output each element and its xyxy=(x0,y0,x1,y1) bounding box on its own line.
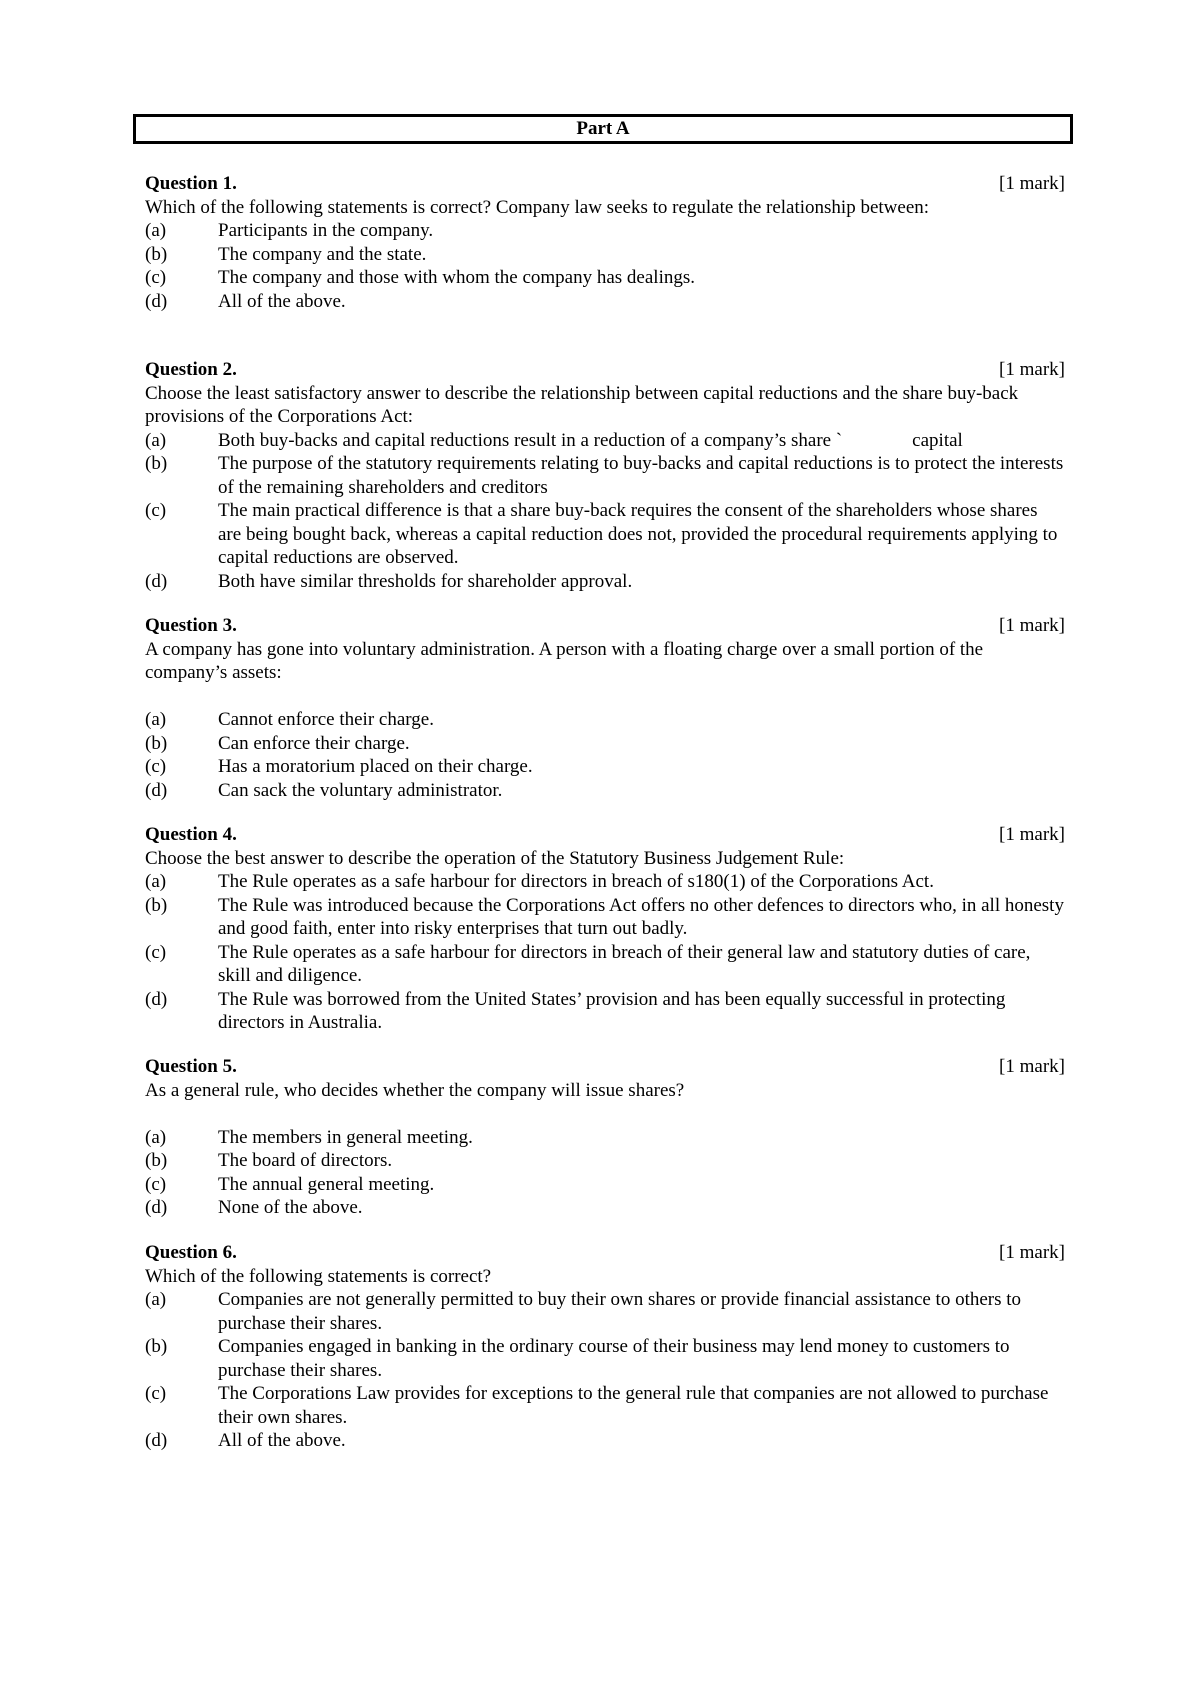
question-mark: [1 mark] xyxy=(999,173,1065,194)
question-title: Question 3. xyxy=(145,615,237,636)
question-text: As a general rule, who decides whether the company will issue shares? xyxy=(145,1079,685,1101)
option-letter: (c) xyxy=(145,267,167,288)
option-text: All of the above. xyxy=(218,290,346,312)
part-title: Part A xyxy=(576,118,630,139)
option-text: The members in general meeting. xyxy=(218,1126,473,1148)
option-d xyxy=(145,1429,1065,1453)
option-c xyxy=(145,755,1065,779)
option-letter: (b) xyxy=(145,732,168,754)
option-text: Has a moratorium placed on their charge. xyxy=(218,756,533,777)
option-letter: (b) xyxy=(145,894,168,916)
option-letter: (c) xyxy=(145,756,167,777)
option-letter: (d) xyxy=(145,570,168,592)
option-letter: (a) xyxy=(145,429,167,451)
option-letter: (d) xyxy=(145,1197,168,1218)
question-1 xyxy=(145,172,1065,313)
option-text: The Corporations Law provides for exceptions to the general rule that companies are not allowed to purchase their own shares. xyxy=(218,1383,1049,1428)
option-text: The Rule was borrowed from the United States’ provision and has been equally successful in protecting directors in Australia. xyxy=(218,988,1006,1033)
question-title: Question 4. xyxy=(145,824,237,845)
option-c xyxy=(145,499,1065,570)
option-text: Can sack the voluntary administrator. xyxy=(218,779,503,801)
question-title: Question 2. xyxy=(145,359,237,380)
option-text: All of the above. xyxy=(218,1430,346,1451)
question-2 xyxy=(145,358,1065,593)
question-text: Choose the best answer to describe the operation of the Statutory Business Judgement Rule: xyxy=(145,847,845,869)
option-letter: (d) xyxy=(145,988,168,1010)
option-letter: (d) xyxy=(145,1430,168,1451)
option-letter: (a) xyxy=(145,871,167,892)
question-text: Choose the least satisfactory answer to describe the relationship between capital reductions and the share buy-back provisions of the Corporations Act: xyxy=(145,382,1019,427)
option-list xyxy=(145,219,1065,313)
question-title: Question 1. xyxy=(145,173,237,194)
option-text: Companies are not generally permitted to buy their own shares or provide financial assistance to others to purchase their shares. xyxy=(218,1289,1022,1334)
option-text: The purpose of the statutory requirements relating to buy-backs and capital reductions is to protect the interests of the remaining shareholders and creditors xyxy=(218,453,1064,498)
option-b xyxy=(145,732,1065,756)
part-heading-box xyxy=(133,114,1073,144)
option-text: Companies engaged in banking in the ordinary course of their business may lend money to customers to purchase their shares. xyxy=(218,1336,1010,1381)
option-text-tail: capital xyxy=(912,429,963,451)
option-letter: (b) xyxy=(145,243,168,265)
question-title: Question 6. xyxy=(145,1242,237,1263)
option-list xyxy=(145,1288,1065,1453)
option-d xyxy=(145,779,1065,803)
option-letter: (a) xyxy=(145,1126,167,1148)
option-text: None of the above. xyxy=(218,1197,363,1218)
option-list xyxy=(145,1126,1065,1220)
option-list xyxy=(145,870,1065,1035)
option-c xyxy=(145,1173,1065,1197)
option-a xyxy=(145,1126,1065,1150)
option-letter: (c) xyxy=(145,500,167,521)
option-text: The company and those with whom the company has dealings. xyxy=(218,267,696,288)
question-text: Which of the following statements is correct? xyxy=(145,1265,492,1287)
question-mark: [1 mark] xyxy=(999,1242,1065,1263)
option-d xyxy=(145,570,1065,594)
option-c xyxy=(145,1382,1065,1429)
option-b xyxy=(145,452,1065,499)
question-3 xyxy=(145,614,1065,802)
option-c xyxy=(145,266,1065,290)
option-letter: (c) xyxy=(145,1383,167,1404)
option-letter: (d) xyxy=(145,290,168,312)
option-text: Participants in the company. xyxy=(218,220,434,241)
option-a xyxy=(145,1288,1065,1335)
question-text: Which of the following statements is correct? Company law seeks to regulate the relationship between: xyxy=(145,196,930,218)
option-c xyxy=(145,941,1065,988)
option-text: The annual general meeting. xyxy=(218,1173,435,1195)
option-text: The company and the state. xyxy=(218,243,427,265)
option-d xyxy=(145,988,1065,1035)
question-mark: [1 mark] xyxy=(999,1056,1065,1077)
question-title: Question 5. xyxy=(145,1056,237,1077)
option-list xyxy=(145,429,1065,594)
option-b xyxy=(145,894,1065,941)
question-mark: [1 mark] xyxy=(999,615,1065,636)
option-letter: (a) xyxy=(145,220,167,241)
option-d xyxy=(145,1196,1065,1220)
option-b xyxy=(145,1335,1065,1382)
option-letter: (d) xyxy=(145,779,168,801)
option-letter: (a) xyxy=(145,709,167,730)
option-letter: (c) xyxy=(145,1173,167,1195)
option-a xyxy=(145,429,1065,453)
option-letter: (b) xyxy=(145,1336,168,1357)
question-mark: [1 mark] xyxy=(999,824,1065,845)
option-text: The Rule operates as a safe harbour for directors in breach of their general law and statutory duties of care, skill and diligence. xyxy=(218,941,1031,986)
option-text: The main practical difference is that a share buy-back requires the consent of the shareholders whose shares are being bought back, whereas a capital reduction does not, provided the procedural requirements applying to capital reductions are observed. xyxy=(218,500,1058,568)
question-4 xyxy=(145,823,1065,1035)
option-letter: (a) xyxy=(145,1289,167,1310)
option-text: Cannot enforce their charge. xyxy=(218,709,434,730)
question-mark: [1 mark] xyxy=(999,359,1065,380)
option-a xyxy=(145,219,1065,243)
question-6 xyxy=(145,1241,1065,1453)
option-letter: (b) xyxy=(145,1150,168,1171)
option-text: The Rule operates as a safe harbour for directors in breach of s180(1) of the Corporations Act. xyxy=(218,871,934,892)
option-letter: (c) xyxy=(145,941,167,963)
option-b xyxy=(145,243,1065,267)
question-5 xyxy=(145,1055,1065,1220)
option-a xyxy=(145,708,1065,732)
option-list xyxy=(145,708,1065,802)
option-text: The board of directors. xyxy=(218,1150,393,1171)
option-text: Can enforce their charge. xyxy=(218,732,410,754)
option-text: The Rule was introduced because the Corporations Act offers no other defences to directors who, in all honesty and good faith, enter into risky enterprises that turn out badly. xyxy=(218,894,1064,939)
option-d xyxy=(145,290,1065,314)
question-text: A company has gone into voluntary administration. A person with a floating charge over a small portion of the company’s assets: xyxy=(145,638,984,683)
option-b xyxy=(145,1149,1065,1173)
option-a xyxy=(145,870,1065,894)
option-text: Both buy-backs and capital reductions result in a reduction of a company’s share ` xyxy=(218,429,843,451)
option-letter: (b) xyxy=(145,453,168,474)
option-text: Both have similar thresholds for shareholder approval. xyxy=(218,570,633,592)
